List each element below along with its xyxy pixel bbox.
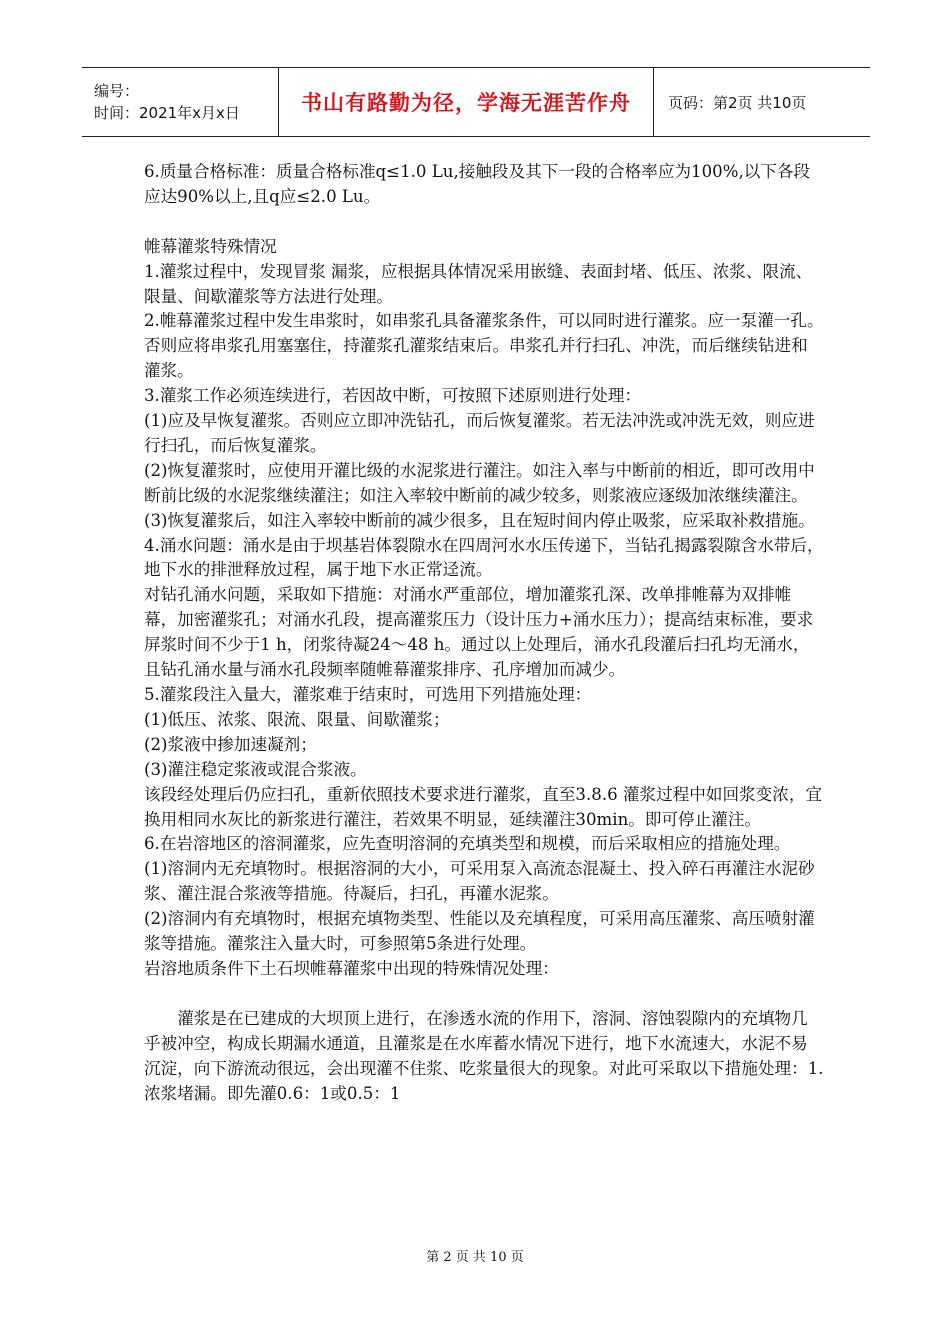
- paragraph: (1)低压、浓浆、限流、限量、间歇灌浆；: [144, 709, 450, 729]
- header-meta: [82, 68, 279, 136]
- header-page-cell: [654, 68, 870, 136]
- blank-line: [144, 210, 824, 235]
- document-number-label: 编号：: [94, 82, 140, 100]
- paragraph: (3)恢复灌浆后，如注入率较中断前的减少很多，且在短时间内停止吸浆，应采取补救措施。: [144, 510, 815, 530]
- paragraph: 5.灌浆段注入量大，灌浆难于结束时，可选用下列措施处理：: [144, 685, 592, 705]
- header-page-label: 页码：第2页 共10页: [668, 93, 807, 112]
- paragraph: (1)应及早恢复灌浆。否则应立即冲洗钻孔，而后恢复灌浆。若无法冲洗或冲洗无效，则应进行扫孔，而后恢复灌浆。: [144, 411, 815, 455]
- paragraph: 6.在岩溶地区的溶洞灌浆，应先查明溶洞的充填类型和规模，而后采取相应的措施处理。: [144, 834, 791, 854]
- blank-line: [144, 982, 824, 1007]
- paragraph: 1.灌浆过程中，发现冒浆 漏浆，应根据具体情况采用嵌缝、表面封堵、低压、浓浆、限流、限量、间歇灌浆等方法进行处理。: [144, 261, 813, 306]
- paragraph: (2)溶洞内有充填物时，根据充填物类型、性能以及充填程度，可采用高压灌浆、高压喷射灌浆等措施。灌浆注入量大时，可参照第5条进行处理。: [144, 909, 815, 954]
- paragraph: 对钻孔涌水问题，采取如下措施：对涌水严重部位，增加灌浆孔深、改单排帷幕为双排帷幕，加密灌浆孔；对涌水孔段，提高灌浆压力（设计压力+涌水压力）；提高结束标准，要求屏浆时间不少于1 h，闭浆待凝24～48 h。通过以上处理后，涌水孔段灌后扫孔均无涌水，且钻孔涌水量与涌水孔段频率随帷幕灌浆排序、孔序增加而减少。: [144, 585, 814, 680]
- page-footer: 第 2 页 共 10 页: [426, 1250, 524, 1265]
- header-motto-cell: [279, 68, 654, 136]
- paragraph: 岩溶地质条件下土石坝帷幕灌浆中出现的特殊情况处理：: [144, 958, 559, 978]
- paragraph: (1)溶洞内无充填物时。根据溶洞的大小，可采用泵入高流态混凝土、投入碎石再灌注水泥砂浆、灌注混合浆液等措施。待凝后，扫孔，再灌水泥浆。: [144, 859, 815, 904]
- page-header: [82, 67, 870, 137]
- paragraph: 该段经处理后仍应扫孔，重新依照技术要求进行灌浆，直至3.8.6 灌浆过程中如回浆变浓，宜换用相同水灰比的新浆进行灌注，若效果不明显，延续灌注30min。即可停止灌注。: [144, 784, 823, 829]
- section-heading: 帷幕灌浆特殊情况: [144, 236, 277, 256]
- paragraph: 4.涌水问题：涌水是由于坝基岩体裂隙水在四周河水水压传递下，当钻孔揭露裂隙含水带后，地下水的排泄释放过程，属于地下水正常迳流。: [144, 535, 824, 580]
- paragraph: 2.帷幕灌浆过程中发生串浆时，如串浆孔具备灌浆条件，可以同时进行灌浆。应一泵灌一孔。否则应将串浆孔用塞塞住，持灌浆孔灌浆结束后。串浆孔并行扫孔、冲洗，而后继续钻进和灌浆。: [144, 311, 824, 381]
- paragraph: 6.质量合格标准：质量合格标准q≤1.0 Lu,接触段及其下一段的合格率应为100%,以下各段应达90%以上,且q应≤2.0 Lu。: [144, 162, 811, 206]
- paragraph: (2)浆液中掺加速凝剂；: [144, 734, 317, 754]
- paragraph: (3)灌注稳定浆液或混合浆液。: [144, 759, 367, 779]
- paragraph: (2)恢复灌浆时，应使用开灌比级的水泥浆进行灌注。如注入率与中断前的相近，即可改用中断前比级的水泥浆继续灌注；如注入率较中断前的减少较多，则浆液应逐级加浓继续灌注。: [144, 460, 815, 505]
- closing-paragraph: 灌浆是在已建成的大坝顶上进行，在渗透水流的作用下，溶洞、溶蚀裂隙内的充填物几乎被冲空，构成长期漏水通道，且灌浆是在水库蓄水情况下进行，地下水流速大，水泥不易沉淀，向下游流动很远，会出现灌不住浆、吃浆量很大的现象。对此可采取以下措施处理：1.浓浆堵漏。即先灌0.6：1或0.5：1: [144, 1008, 824, 1103]
- document-body: [144, 160, 824, 1106]
- header-motto: 书山有路勤为径，学海无涯苦作舟: [301, 91, 631, 115]
- document-date-label: 时间：2021年x月x日: [94, 104, 240, 122]
- paragraph: 3.灌浆工作必须连续进行，若因故中断，可按照下述原则进行处理：: [144, 386, 642, 406]
